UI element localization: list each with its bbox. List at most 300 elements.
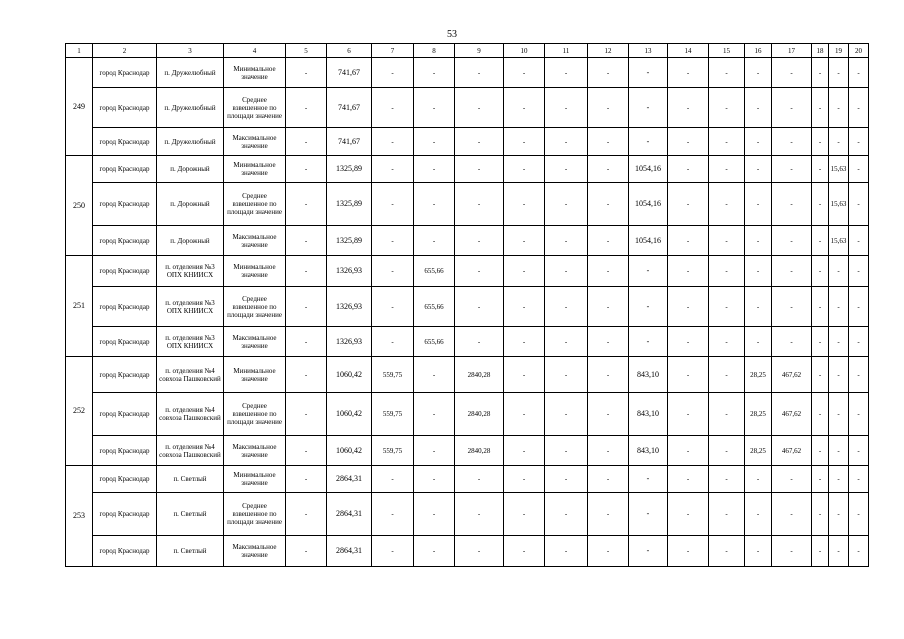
value-cell: - bbox=[772, 493, 812, 536]
value-type-cell: Среднее взвешенное по площади значение bbox=[224, 183, 286, 226]
value-cell: 655,66 bbox=[414, 287, 455, 327]
table-row bbox=[66, 466, 869, 493]
value-cell: - bbox=[812, 156, 829, 183]
value-cell: - bbox=[414, 536, 455, 567]
value-cell: - bbox=[829, 128, 849, 156]
value-cell: - bbox=[849, 436, 869, 466]
settlement-cell: п. Дружелюбный bbox=[157, 128, 224, 156]
column-header: 15 bbox=[709, 44, 745, 58]
value-cell: - bbox=[709, 88, 745, 128]
value-cell: - bbox=[829, 536, 849, 567]
value-cell: - bbox=[545, 466, 588, 493]
value-cell: - bbox=[829, 88, 849, 128]
value-cell: - bbox=[588, 493, 629, 536]
value-cell: - bbox=[372, 493, 414, 536]
municipality-cell: город Краснодар bbox=[93, 287, 157, 327]
value-cell: - bbox=[545, 58, 588, 88]
value-cell: - bbox=[812, 536, 829, 567]
group-number-cell: 250 bbox=[66, 156, 93, 256]
table-row bbox=[66, 327, 869, 357]
value-cell: - bbox=[668, 58, 709, 88]
column-header: 2 bbox=[93, 44, 157, 58]
value-cell: - bbox=[588, 58, 629, 88]
settlement-cell: п. Дружелюбный bbox=[157, 88, 224, 128]
value-cell: - bbox=[455, 58, 504, 88]
value-cell: - bbox=[849, 466, 869, 493]
value-cell: - bbox=[849, 327, 869, 357]
value-type-cell: Максимальное значение bbox=[224, 536, 286, 567]
value-cell: 741,67 bbox=[327, 88, 372, 128]
value-cell: 741,67 bbox=[327, 58, 372, 88]
value-cell: - bbox=[545, 183, 588, 226]
value-cell: - bbox=[829, 436, 849, 466]
value-cell: - bbox=[286, 256, 327, 287]
value-cell: - bbox=[545, 493, 588, 536]
column-header: 8 bbox=[414, 44, 455, 58]
value-cell: - bbox=[745, 493, 772, 536]
value-cell: - bbox=[545, 88, 588, 128]
value-cell: - bbox=[372, 183, 414, 226]
value-cell: - bbox=[286, 88, 327, 128]
value-cell: - bbox=[849, 536, 869, 567]
municipality-cell: город Краснодар bbox=[93, 183, 157, 226]
value-cell: - bbox=[286, 128, 327, 156]
value-cell: - bbox=[286, 183, 327, 226]
value-cell: - bbox=[668, 393, 709, 436]
value-cell: - bbox=[829, 256, 849, 287]
value-cell: - bbox=[849, 493, 869, 536]
value-cell: - bbox=[709, 226, 745, 256]
value-cell: - bbox=[812, 183, 829, 226]
column-header: 19 bbox=[829, 44, 849, 58]
value-cell: - bbox=[745, 88, 772, 128]
column-header: 12 bbox=[588, 44, 629, 58]
value-cell: - bbox=[709, 58, 745, 88]
value-cell: - bbox=[812, 226, 829, 256]
column-header: 13 bbox=[629, 44, 668, 58]
municipality-cell: город Краснодар bbox=[93, 226, 157, 256]
value-type-cell: Минимальное значение bbox=[224, 466, 286, 493]
column-header: 7 bbox=[372, 44, 414, 58]
value-cell: - bbox=[372, 256, 414, 287]
settlement-cell: п. Дорожный bbox=[157, 183, 224, 226]
value-cell: - bbox=[286, 156, 327, 183]
value-cell: - bbox=[849, 357, 869, 393]
value-type-cell: Максимальное значение bbox=[224, 128, 286, 156]
value-cell: - bbox=[849, 183, 869, 226]
value-cell: - bbox=[286, 327, 327, 357]
value-cell: - bbox=[504, 128, 545, 156]
value-cell: - bbox=[414, 88, 455, 128]
value-cell: - bbox=[629, 256, 668, 287]
value-cell: - bbox=[745, 327, 772, 357]
value-cell: - bbox=[812, 327, 829, 357]
column-header: 14 bbox=[668, 44, 709, 58]
value-cell: - bbox=[772, 156, 812, 183]
value-cell: 843,10 bbox=[629, 393, 668, 436]
municipality-cell: город Краснодар bbox=[93, 327, 157, 357]
value-cell: - bbox=[668, 466, 709, 493]
value-cell: - bbox=[414, 58, 455, 88]
value-cell: 1054,16 bbox=[629, 226, 668, 256]
settlement-cell: п. отделения №4 совхоза Пашковский bbox=[157, 357, 224, 393]
value-cell: - bbox=[849, 256, 869, 287]
value-cell: - bbox=[588, 357, 629, 393]
value-cell: - bbox=[414, 357, 455, 393]
value-cell: - bbox=[745, 128, 772, 156]
group-number-cell: 249 bbox=[66, 58, 93, 156]
value-cell: - bbox=[455, 493, 504, 536]
table-row bbox=[66, 436, 869, 466]
value-cell: - bbox=[545, 287, 588, 327]
table-row bbox=[66, 183, 869, 226]
value-cell: - bbox=[772, 226, 812, 256]
value-cell: 467,62 bbox=[772, 436, 812, 466]
value-cell: 2864,31 bbox=[327, 493, 372, 536]
value-cell: - bbox=[455, 536, 504, 567]
settlement-cell: п. Дорожный bbox=[157, 226, 224, 256]
value-cell: - bbox=[588, 436, 629, 466]
value-cell: - bbox=[709, 536, 745, 567]
municipality-cell: город Краснодар bbox=[93, 493, 157, 536]
value-cell: - bbox=[772, 287, 812, 327]
value-cell: - bbox=[668, 493, 709, 536]
value-type-cell: Максимальное значение bbox=[224, 327, 286, 357]
value-cell: - bbox=[772, 128, 812, 156]
value-cell: - bbox=[849, 88, 869, 128]
value-cell: - bbox=[812, 357, 829, 393]
value-cell: - bbox=[286, 493, 327, 536]
value-cell: - bbox=[504, 226, 545, 256]
table-row bbox=[66, 393, 869, 436]
page-number: 53 bbox=[447, 29, 457, 40]
value-cell: - bbox=[588, 393, 629, 436]
value-cell: 843,10 bbox=[629, 436, 668, 466]
value-cell: - bbox=[709, 436, 745, 466]
table-row bbox=[66, 58, 869, 88]
value-cell: - bbox=[588, 466, 629, 493]
value-cell: - bbox=[709, 357, 745, 393]
value-cell: - bbox=[414, 128, 455, 156]
value-cell: 559,75 bbox=[372, 436, 414, 466]
value-cell: - bbox=[709, 128, 745, 156]
value-cell: - bbox=[829, 393, 849, 436]
value-cell: - bbox=[668, 183, 709, 226]
column-header: 10 bbox=[504, 44, 545, 58]
settlement-cell: п. отделения №3 ОПХ КНИИСХ bbox=[157, 327, 224, 357]
value-cell: - bbox=[455, 287, 504, 327]
municipality-cell: город Краснодар bbox=[93, 357, 157, 393]
value-cell: - bbox=[629, 88, 668, 128]
value-type-cell: Минимальное значение bbox=[224, 156, 286, 183]
municipality-cell: город Краснодар bbox=[93, 436, 157, 466]
cadastral-value-table bbox=[65, 43, 869, 567]
table-row bbox=[66, 156, 869, 183]
value-cell: - bbox=[372, 536, 414, 567]
value-type-cell: Среднее взвешенное по площади значение bbox=[224, 493, 286, 536]
value-cell: 1325,89 bbox=[327, 183, 372, 226]
value-cell: - bbox=[286, 58, 327, 88]
settlement-cell: п. Дружелюбный bbox=[157, 58, 224, 88]
value-cell: - bbox=[455, 88, 504, 128]
value-cell: - bbox=[745, 536, 772, 567]
value-cell: - bbox=[588, 536, 629, 567]
value-cell: - bbox=[745, 256, 772, 287]
value-cell: 15,63 bbox=[829, 183, 849, 226]
group-number-cell: 251 bbox=[66, 256, 93, 357]
value-cell: - bbox=[455, 156, 504, 183]
value-cell: - bbox=[588, 128, 629, 156]
settlement-cell: п. Светлый bbox=[157, 493, 224, 536]
table-row bbox=[66, 536, 869, 567]
value-cell: - bbox=[745, 466, 772, 493]
value-cell: - bbox=[455, 466, 504, 493]
value-cell: - bbox=[414, 156, 455, 183]
value-cell: - bbox=[504, 493, 545, 536]
value-cell: - bbox=[668, 256, 709, 287]
value-cell: - bbox=[829, 493, 849, 536]
value-cell: - bbox=[629, 466, 668, 493]
value-cell: - bbox=[849, 393, 869, 436]
value-cell: 467,62 bbox=[772, 393, 812, 436]
value-cell: - bbox=[629, 493, 668, 536]
column-header: 9 bbox=[455, 44, 504, 58]
value-cell: - bbox=[414, 493, 455, 536]
value-cell: 1326,93 bbox=[327, 256, 372, 287]
value-type-cell: Минимальное значение bbox=[224, 256, 286, 287]
value-cell: - bbox=[286, 226, 327, 256]
value-cell: - bbox=[629, 536, 668, 567]
municipality-cell: город Краснодар bbox=[93, 536, 157, 567]
value-cell: - bbox=[829, 287, 849, 327]
column-header: 4 bbox=[224, 44, 286, 58]
value-cell: - bbox=[588, 226, 629, 256]
value-cell: - bbox=[414, 393, 455, 436]
value-cell: - bbox=[745, 287, 772, 327]
municipality-cell: город Краснодар bbox=[93, 128, 157, 156]
municipality-cell: город Краснодар bbox=[93, 58, 157, 88]
value-cell: - bbox=[504, 357, 545, 393]
value-cell: 1054,16 bbox=[629, 156, 668, 183]
value-cell: - bbox=[709, 256, 745, 287]
value-cell: - bbox=[545, 226, 588, 256]
value-cell: 1326,93 bbox=[327, 327, 372, 357]
value-cell: - bbox=[455, 183, 504, 226]
column-header: 16 bbox=[745, 44, 772, 58]
value-cell: - bbox=[372, 128, 414, 156]
value-type-cell: Минимальное значение bbox=[224, 58, 286, 88]
value-cell: - bbox=[812, 393, 829, 436]
value-cell: - bbox=[772, 256, 812, 287]
value-cell: - bbox=[745, 58, 772, 88]
column-header: 1 bbox=[66, 44, 93, 58]
value-cell: 559,75 bbox=[372, 357, 414, 393]
value-cell: - bbox=[504, 287, 545, 327]
value-cell: - bbox=[372, 156, 414, 183]
value-cell: 1325,89 bbox=[327, 226, 372, 256]
value-cell: - bbox=[286, 436, 327, 466]
value-type-cell: Максимальное значение bbox=[224, 436, 286, 466]
column-header: 17 bbox=[772, 44, 812, 58]
value-cell: - bbox=[588, 287, 629, 327]
value-cell: - bbox=[772, 183, 812, 226]
value-cell: - bbox=[545, 128, 588, 156]
value-cell: - bbox=[455, 327, 504, 357]
value-cell: - bbox=[812, 287, 829, 327]
value-cell: - bbox=[504, 156, 545, 183]
value-cell: - bbox=[709, 183, 745, 226]
value-cell: 843,10 bbox=[629, 357, 668, 393]
value-cell: - bbox=[504, 327, 545, 357]
table-row bbox=[66, 256, 869, 287]
value-cell: - bbox=[829, 357, 849, 393]
settlement-cell: п. отделения №4 совхоза Пашковский bbox=[157, 393, 224, 436]
value-cell: - bbox=[745, 226, 772, 256]
value-cell: - bbox=[629, 128, 668, 156]
column-header: 5 bbox=[286, 44, 327, 58]
value-cell: - bbox=[849, 128, 869, 156]
value-cell: 559,75 bbox=[372, 393, 414, 436]
value-type-cell: Минимальное значение bbox=[224, 357, 286, 393]
value-cell: - bbox=[849, 287, 869, 327]
value-cell: - bbox=[504, 393, 545, 436]
value-cell: - bbox=[372, 287, 414, 327]
value-cell: 28,25 bbox=[745, 393, 772, 436]
table-row bbox=[66, 287, 869, 327]
value-cell: - bbox=[414, 436, 455, 466]
value-cell: 1060,42 bbox=[327, 393, 372, 436]
value-cell: - bbox=[709, 466, 745, 493]
value-cell: - bbox=[849, 58, 869, 88]
group-number-cell: 253 bbox=[66, 466, 93, 567]
value-cell: - bbox=[709, 493, 745, 536]
value-cell: - bbox=[709, 287, 745, 327]
value-cell: - bbox=[372, 466, 414, 493]
value-cell: - bbox=[504, 466, 545, 493]
municipality-cell: город Краснодар bbox=[93, 156, 157, 183]
value-cell: 1060,42 bbox=[327, 357, 372, 393]
value-cell: - bbox=[504, 436, 545, 466]
settlement-cell: п. отделения №4 совхоза Пашковский bbox=[157, 436, 224, 466]
value-cell: - bbox=[455, 128, 504, 156]
value-cell: - bbox=[286, 466, 327, 493]
column-header: 20 bbox=[849, 44, 869, 58]
value-cell: - bbox=[286, 393, 327, 436]
value-cell: - bbox=[286, 357, 327, 393]
value-cell: - bbox=[545, 536, 588, 567]
value-cell: - bbox=[545, 327, 588, 357]
value-cell: - bbox=[372, 327, 414, 357]
value-cell: - bbox=[709, 393, 745, 436]
value-cell: - bbox=[414, 226, 455, 256]
value-cell: - bbox=[829, 58, 849, 88]
value-type-cell: Максимальное значение bbox=[224, 226, 286, 256]
settlement-cell: п. Светлый bbox=[157, 536, 224, 567]
value-cell: - bbox=[588, 183, 629, 226]
table-row bbox=[66, 88, 869, 128]
column-header: 6 bbox=[327, 44, 372, 58]
value-cell: - bbox=[812, 466, 829, 493]
value-type-cell: Среднее взвешенное по площади значение bbox=[224, 287, 286, 327]
municipality-cell: город Краснодар bbox=[93, 88, 157, 128]
table-row bbox=[66, 357, 869, 393]
municipality-cell: город Краснодар bbox=[93, 256, 157, 287]
value-cell: - bbox=[414, 183, 455, 226]
table-body bbox=[66, 58, 869, 567]
value-cell: 28,25 bbox=[745, 436, 772, 466]
value-cell: 655,66 bbox=[414, 256, 455, 287]
value-cell: - bbox=[668, 436, 709, 466]
value-cell: - bbox=[812, 128, 829, 156]
value-cell: - bbox=[812, 436, 829, 466]
value-cell: - bbox=[668, 536, 709, 567]
value-cell: - bbox=[588, 88, 629, 128]
value-cell: - bbox=[629, 58, 668, 88]
value-cell: - bbox=[414, 466, 455, 493]
value-cell: - bbox=[849, 156, 869, 183]
column-header: 18 bbox=[812, 44, 829, 58]
value-cell: - bbox=[668, 156, 709, 183]
value-cell: 2840,28 bbox=[455, 393, 504, 436]
value-cell: - bbox=[504, 256, 545, 287]
value-cell: - bbox=[286, 287, 327, 327]
value-cell: - bbox=[545, 156, 588, 183]
value-cell: - bbox=[812, 256, 829, 287]
value-type-cell: Среднее взвешенное по площади значение bbox=[224, 393, 286, 436]
value-cell: 2840,28 bbox=[455, 436, 504, 466]
column-number-header-row bbox=[66, 44, 869, 58]
value-cell: - bbox=[709, 327, 745, 357]
value-cell: 15,63 bbox=[829, 226, 849, 256]
value-cell: - bbox=[772, 88, 812, 128]
value-cell: - bbox=[629, 327, 668, 357]
value-cell: - bbox=[829, 327, 849, 357]
value-cell: - bbox=[745, 156, 772, 183]
value-cell: - bbox=[745, 183, 772, 226]
value-cell: 741,67 bbox=[327, 128, 372, 156]
settlement-cell: п. Дорожный bbox=[157, 156, 224, 183]
value-cell: - bbox=[812, 88, 829, 128]
settlement-cell: п. отделения №3 ОПХ КНИИСХ bbox=[157, 287, 224, 327]
value-cell: 1326,93 bbox=[327, 287, 372, 327]
value-cell: - bbox=[372, 226, 414, 256]
column-header: 3 bbox=[157, 44, 224, 58]
value-cell: - bbox=[455, 256, 504, 287]
value-cell: - bbox=[812, 58, 829, 88]
value-cell: - bbox=[668, 327, 709, 357]
value-cell: - bbox=[588, 327, 629, 357]
value-cell: - bbox=[829, 466, 849, 493]
value-cell: - bbox=[504, 536, 545, 567]
value-cell: - bbox=[668, 287, 709, 327]
value-cell: 15,63 bbox=[829, 156, 849, 183]
table-row bbox=[66, 493, 869, 536]
value-cell: - bbox=[668, 226, 709, 256]
value-cell: 655,66 bbox=[414, 327, 455, 357]
value-cell: 1054,16 bbox=[629, 183, 668, 226]
group-number-cell: 252 bbox=[66, 357, 93, 466]
value-cell: - bbox=[504, 183, 545, 226]
settlement-cell: п. Светлый bbox=[157, 466, 224, 493]
value-cell: 1060,42 bbox=[327, 436, 372, 466]
value-cell: 2840,28 bbox=[455, 357, 504, 393]
table-row bbox=[66, 226, 869, 256]
value-cell: - bbox=[588, 156, 629, 183]
value-cell: - bbox=[772, 327, 812, 357]
value-cell: 467,62 bbox=[772, 357, 812, 393]
value-cell: - bbox=[629, 287, 668, 327]
value-cell: 2864,31 bbox=[327, 536, 372, 567]
